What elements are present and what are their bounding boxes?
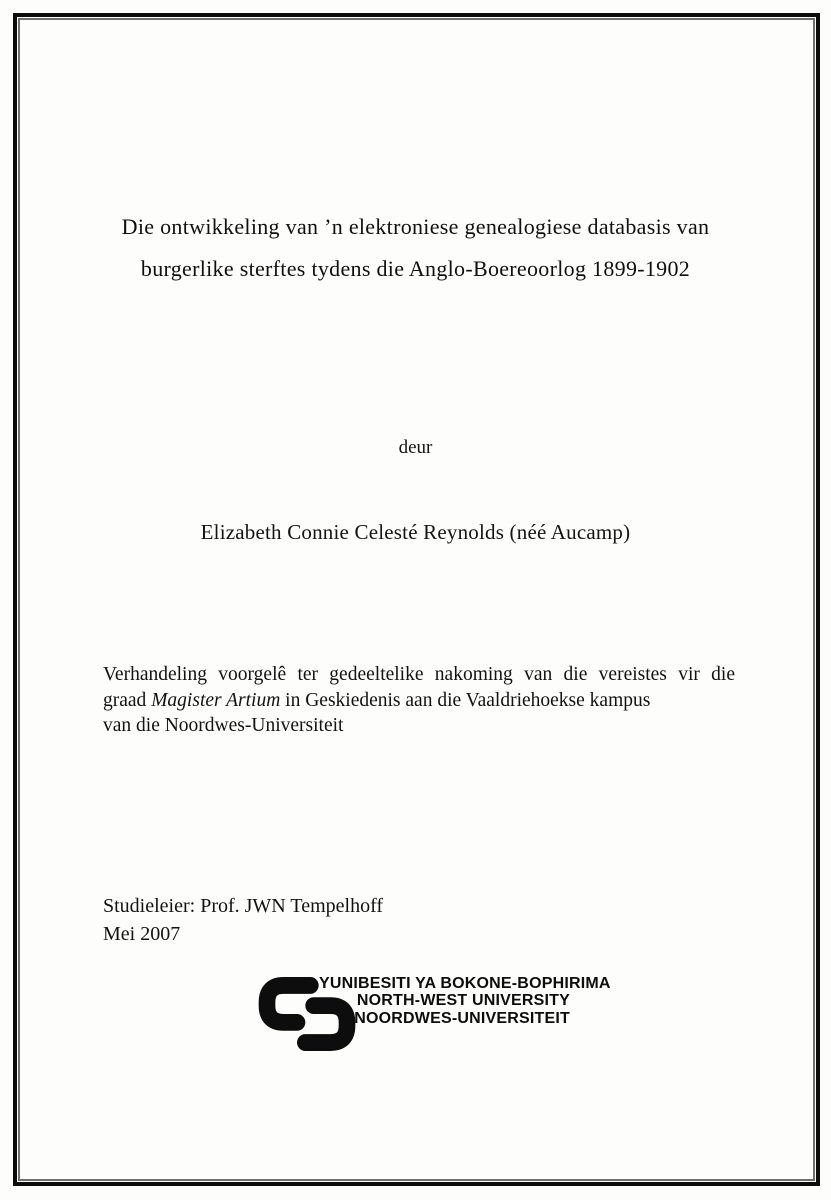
thesis-title-line-2: burgerlike sterftes tydens die Anglo-Boereoorlog 1899-1902 bbox=[140, 256, 691, 281]
wordmark-line-english: NORTH-WEST UNIVERSITY bbox=[356, 992, 570, 1010]
submission-line-3: van die Noordwes-Universiteit bbox=[103, 715, 344, 736]
supervisor-line: Studieleier: Prof. JWN Tempelhoff bbox=[103, 895, 384, 917]
university-wordmark bbox=[319, 975, 611, 1027]
submission-line-2 bbox=[103, 688, 735, 714]
wordmark-line-setswana: YUNIBESITI YA BOKONE-BOPHIRIMA bbox=[319, 975, 611, 992]
submission-statement bbox=[103, 662, 735, 739]
university-logo bbox=[257, 971, 611, 1057]
wordmark-line-afrikaans: NOORDWES-UNIVERSITEIT bbox=[354, 1009, 570, 1027]
date-line: Mei 2007 bbox=[103, 922, 181, 945]
thesis-title-line-1: Die ontwikkeling van ’n elektroniese genealogiese databasis van bbox=[121, 214, 710, 239]
submission-line-2-suffix: in Geskiedenis aan die Vaaldriehoekse kampus bbox=[280, 689, 651, 711]
supervisor-block bbox=[103, 893, 383, 948]
submission-line-1: Verhandeling voorgelê ter gedeeltelike nakoming van die vereistes vir die bbox=[103, 664, 735, 685]
byline-label: deur bbox=[398, 437, 433, 458]
author-name: Elizabeth Connie Celesté Reynolds (néé Aucamp) bbox=[200, 520, 631, 544]
submission-line-2-prefix: graad bbox=[103, 689, 152, 711]
degree-name-italic: Magister Artium bbox=[151, 689, 281, 711]
